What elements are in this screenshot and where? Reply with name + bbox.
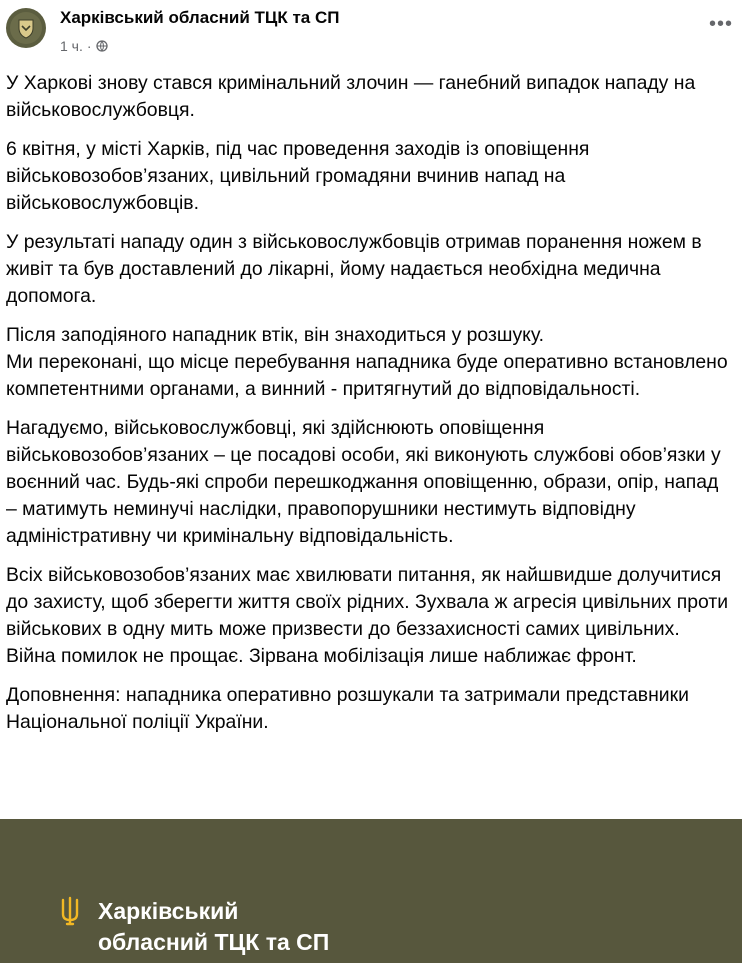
page-avatar[interactable] (6, 8, 46, 48)
post-time[interactable]: 1 ч. (60, 38, 83, 54)
meta-separator: · (86, 38, 92, 54)
banner-line-2: обласний ТЦК та СП (98, 929, 330, 955)
post-paragraph: Всіх військовозобов’язаних має хвилювати питання, як найшвидше долучитися до захисту, щоб зберегти життя своїх рідних. Зухвала ж агресія цивільних проти військових в одну мить може призвести до беззахисності самих цивільних. Війна помилок не прощає. Зірвана мобілізація лише наближає фронт. (6, 564, 729, 667)
post-paragraph: Доповнення: нападника оперативно розшукали та затримали представники Національної поліції України. (6, 684, 689, 733)
banner-line-1: Харківський (98, 898, 239, 924)
post-paragraph: Після заподіяного нападник втік, він знаходиться у розшуку. (6, 324, 544, 346)
post-body (6, 70, 734, 748)
post-meta (60, 38, 108, 54)
post-paragraph: У Харкові знову стався кримінальний злочин — ганебний випадок нападу на військовослужбовця. (6, 72, 696, 121)
post-paragraph: Нагадуємо, військовослужбовці, які здійснюють оповіщення військовозобов’язаних – це посадові особи, які виконують службові обов’язки у воєнний час. Будь-які спроби перешкоджання оповіщенню, образи, опір, напад – матимуть неминучі наслідки, правопорушники нестимуть відповідну адміністративну чи кримінальну відповідальність. (6, 417, 721, 547)
globe-icon (96, 40, 108, 52)
post-header (0, 0, 742, 64)
post-image-banner[interactable] (0, 819, 742, 963)
more-options-icon[interactable]: ••• (708, 12, 733, 35)
post-paragraph: У результаті нападу один з військовослужбовців отримав поранення ножем в живіт та був доставлений до лікарні, йому надається необхідна медична допомога. (6, 231, 702, 307)
trident-icon (59, 896, 81, 926)
emblem-icon (9, 11, 43, 45)
post-paragraph: 6 квітня, у місті Харків, під час проведення заходів із оповіщення військовозобов’язаних, цивільний громадяни вчинив напад на військовослужбовців. (6, 138, 590, 214)
banner-title (98, 896, 329, 958)
page-name-link[interactable]: Харківський обласний ТЦК та СП (60, 8, 340, 27)
post-paragraph: Ми переконані, що місце перебування нападника буде оперативно встановлено компетентними органами, а винний - притягнутий до відповідальності. (6, 351, 728, 400)
